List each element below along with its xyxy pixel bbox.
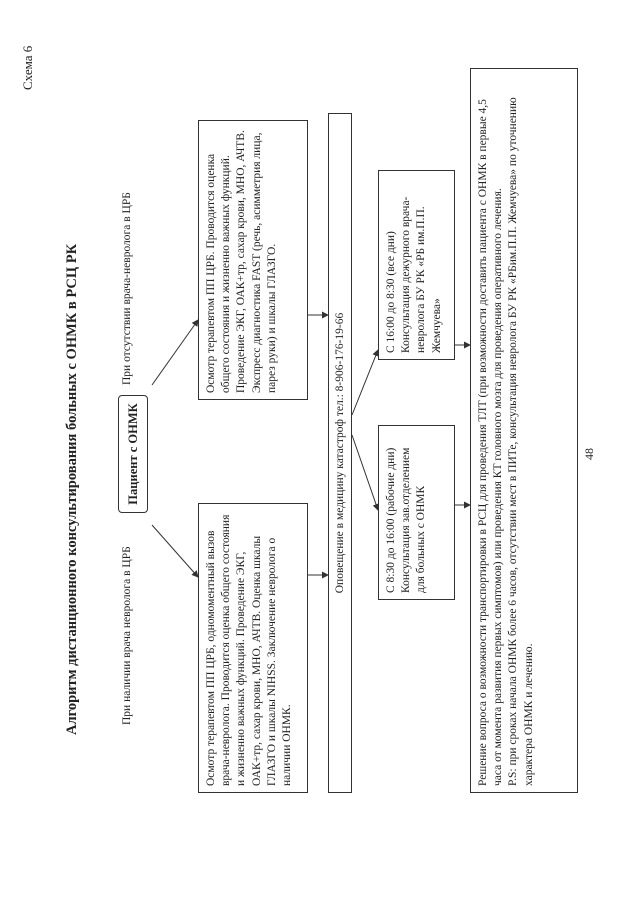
arrow-patient-to-with-neurologist	[152, 525, 198, 577]
patient-box	[118, 395, 148, 513]
box-with-neurologist	[198, 503, 308, 793]
day-consult-text: С 8:30 до 16:00 (рабочие дни) Консультация зав.отделением для больных с ОНМК	[385, 447, 428, 593]
box-with-neurologist-text: Осмотр терапевтом ПП ЦРБ, одномоментный вызов врача-невролога. Проводится оценка общего состояния и жизненно важных функций. Проведение ЭКГ, ОАК+тр, сахар крови, МНО, АЧТВ. Оценка шкалы ГЛАЗГО и шкалы NIHSS. Заключение невролога о наличии ОНМК.	[205, 514, 293, 786]
page-number: 48	[582, 448, 596, 460]
patient-box-label: Пациент с ОНМК	[126, 403, 140, 505]
notification-bar-text: Оповещение в медицину катастроф тел.: 8-906-176-19-66	[334, 312, 346, 594]
branch-label-with-neurologist: При наличии врача невролога в ЦРБ	[121, 546, 133, 725]
night-consult-box	[378, 170, 455, 360]
notification-bar	[328, 113, 352, 793]
box-without-neurologist-text: Осмотр терапевтом ПП ЦРБ. Проводится оценка общего состояния и жизненно важных функций. Проведение ЭКГ, ОАК+тр, сахар крови, МНО, АЧТВ. Экспресс диагностика FAST (речь, асимметрия лица, парез руки) и шкалы ГЛАЗГО.	[205, 130, 278, 393]
arrow-bar-to-night-consult	[352, 350, 378, 415]
branch-label-without-neurologist: При отсутствии врача-невролога в ЦРБ	[121, 192, 133, 385]
page-title: Алгоритм дистанционного консультирования больных с ОНМК в РСЦ РК	[64, 243, 80, 735]
decision-text: Решение вопроса о возможности транспортировки в РСЦ для проведения ТЛТ (при возможности доставить пациента с ОНМК в первые 4,5 часа от момента развития первых симптомов) или проведения КТ головного мозга для проведения оперативного лечения. P.S: при сроках начала ОНМК более 6 часов, отсутствии мест в ПИТе, консультация невролога БУ РК «РБим.П.П. Жемчуева» по уточнению характера ОНМК и лечению.	[477, 97, 535, 786]
scheme-label: Схема 6	[20, 45, 35, 90]
arrow-bar-to-day-consult	[352, 435, 378, 510]
night-consult-text: С 16:00 до 8:30 (все дни) Консультация дежурного врача-невролога БУ РК «РБ им.П.П. Жемчуева»	[385, 196, 443, 353]
decision-box	[470, 68, 578, 793]
arrow-patient-to-without-neurologist	[152, 320, 198, 385]
box-without-neurologist	[198, 120, 308, 400]
day-consult-box	[378, 425, 455, 600]
